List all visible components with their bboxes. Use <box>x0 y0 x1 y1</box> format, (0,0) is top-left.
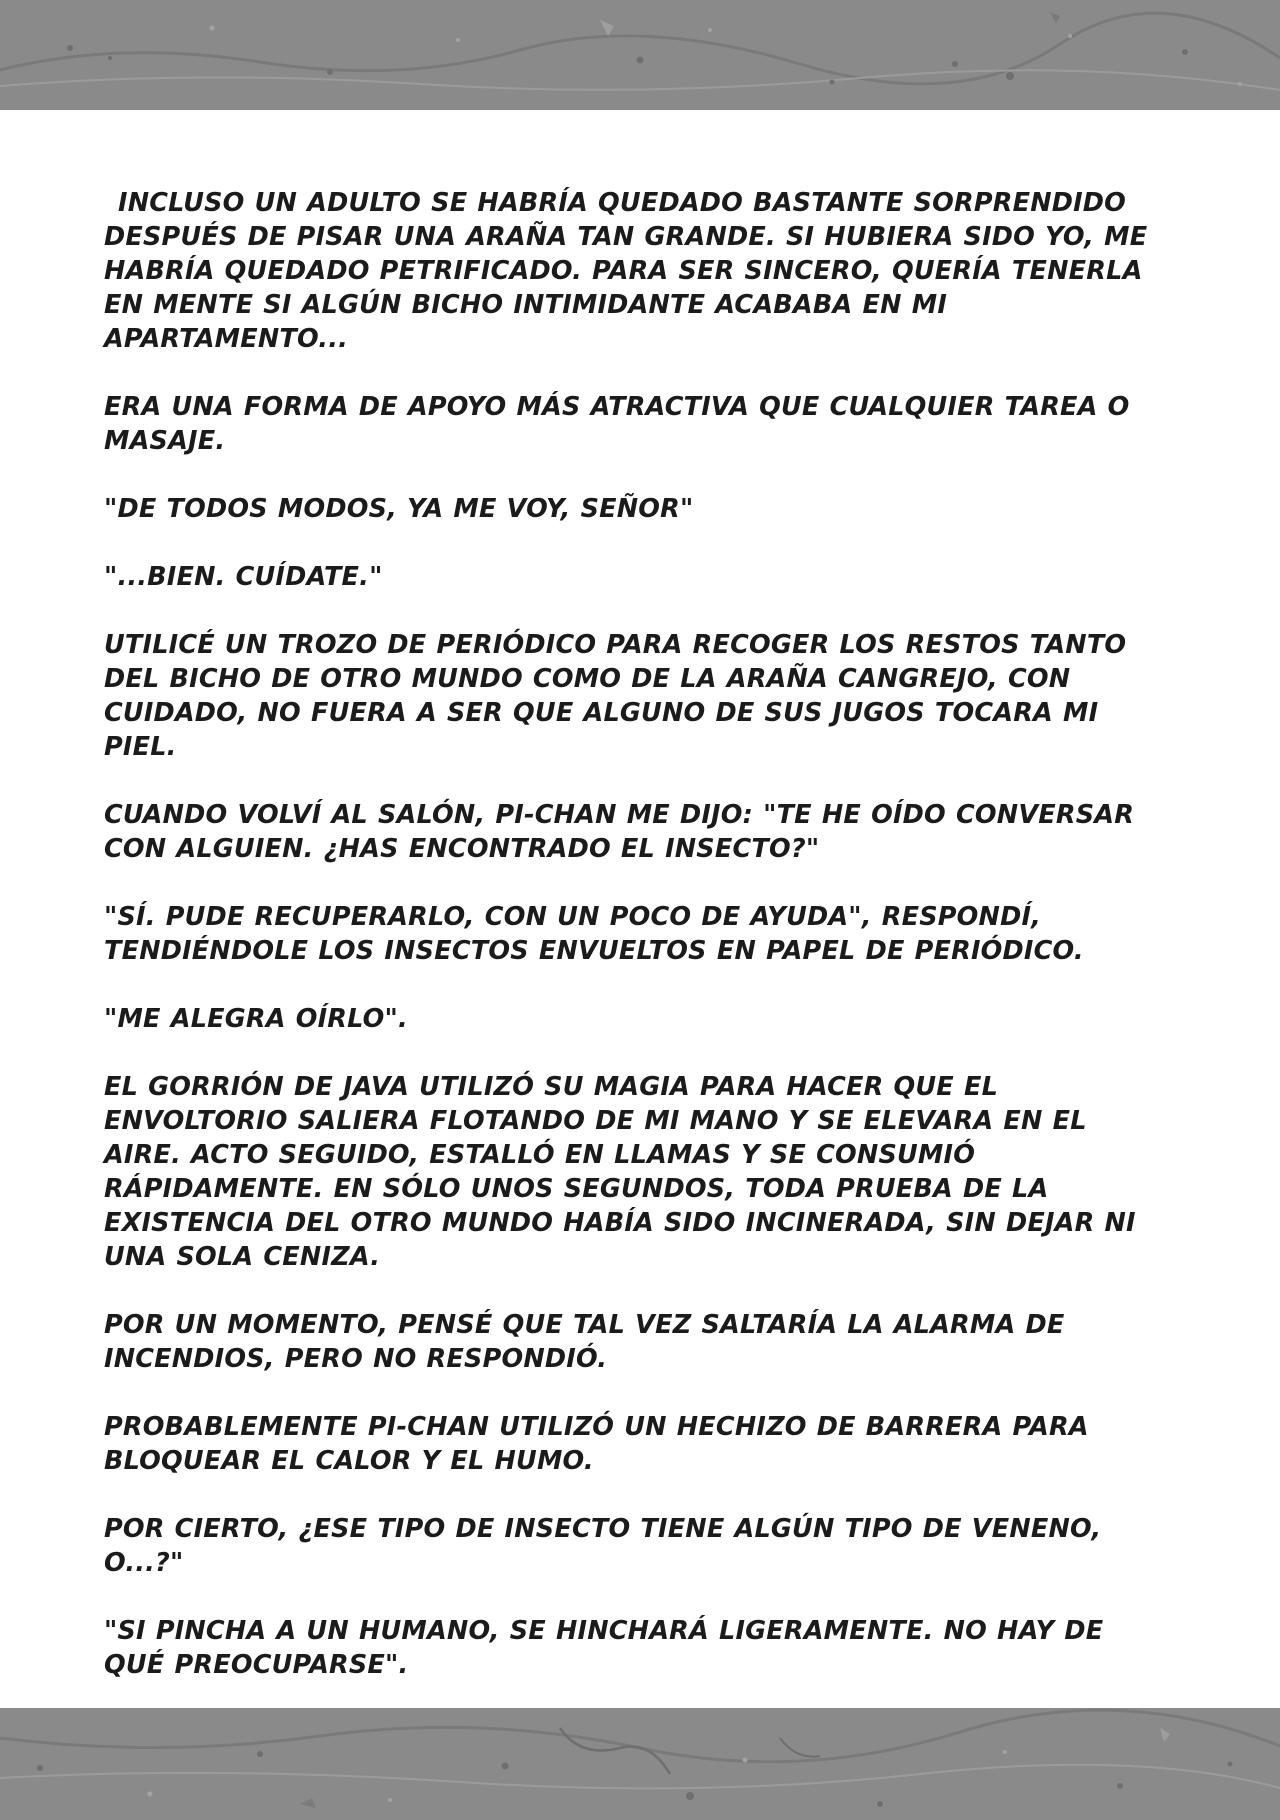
paragraph: "SÍ. PUDE RECUPERARLO, CON UN POCO DE AYUDA", RESPONDÍ, TENDIÉNDOLE LOS INSECTOS ENVUELTOS EN PAPEL DE PERIÓDICO. <box>104 902 1084 966</box>
top-grunge-band <box>0 0 1280 110</box>
bottom-grunge-band <box>0 1708 1280 1820</box>
paragraph: POR CIERTO, ¿ESE TIPO DE INSECTO TIENE ALGÚN TIPO DE VENENO, O...?" <box>104 1514 1102 1578</box>
paragraph: EL GORRIÓN DE JAVA UTILIZÓ SU MAGIA PARA HACER QUE EL ENVOLTORIO SALIERA FLOTANDO DE MI MANO Y SE ELEVARA EN EL AIRE. ACTO SEGUIDO, ESTALLÓ EN LLAMAS Y SE CONSUMIÓ RÁPIDAMENTE. EN SÓLO UNOS SEGUNDOS, TODA PRUEBA DE LA EXISTENCIA DEL OTRO MUNDO HABÍA SIDO INCINERADA, SIN DEJAR NI UNA SOLA CENIZA. <box>104 1072 1136 1272</box>
paragraph: CUANDO VOLVÍ AL SALÓN, PI-CHAN ME DIJO: "TE HE OÍDO CONVERSAR CON ALGUIEN. ¿HAS ENCONTRADO EL INSECTO?" <box>104 800 1135 864</box>
top-grunge-texture <box>0 0 1280 110</box>
paragraph: POR UN MOMENTO, PENSÉ QUE TAL VEZ SALTARÍA LA ALARMA DE INCENDIOS, PERO NO RESPONDIÓ. <box>104 1310 1065 1374</box>
paragraph: UTILICÉ UN TROZO DE PERIÓDICO PARA RECOGER LOS RESTOS TANTO DEL BICHO DE OTRO MUNDO COMO DE LA ARAÑA CANGREJO, CON CUIDADO, NO FUERA A SER QUE ALGUNO DE SUS JUGOS TOCARA MI PIEL. <box>104 630 1127 762</box>
bottom-grunge-texture <box>0 1708 1280 1820</box>
page-body <box>104 186 1164 1716</box>
paragraph: "DE TODOS MODOS, YA ME VOY, SEÑOR" <box>104 494 694 524</box>
paragraph: PROBABLEMENTE PI-CHAN UTILIZÓ UN HECHIZO DE BARRERA PARA BLOQUEAR EL CALOR Y EL HUMO. <box>104 1412 1089 1476</box>
paragraph: ERA UNA FORMA DE APOYO MÁS ATRACTIVA QUE CUALQUIER TAREA O MASAJE. <box>104 392 1130 456</box>
paragraph: "ME ALEGRA OÍRLO". <box>104 1004 408 1034</box>
paragraph: "...BIEN. CUÍDATE." <box>104 562 383 592</box>
paragraph: "SI PINCHA A UN HUMANO, SE HINCHARÁ LIGERAMENTE. NO HAY DE QUÉ PREOCUPARSE". <box>104 1616 1104 1680</box>
paragraph: INCLUSO UN ADULTO SE HABRÍA QUEDADO BASTANTE SORPRENDIDO DESPUÉS DE PISAR UNA ARAÑA TAN GRANDE. SI HUBIERA SIDO YO, ME HABRÍA QUEDADO PETRIFICADO. PARA SER SINCERO, QUERÍA TENERLA EN MENTE SI ALGÚN BICHO INTIMIDANTE ACABABA EN MI APARTAMENTO... <box>104 188 1148 354</box>
